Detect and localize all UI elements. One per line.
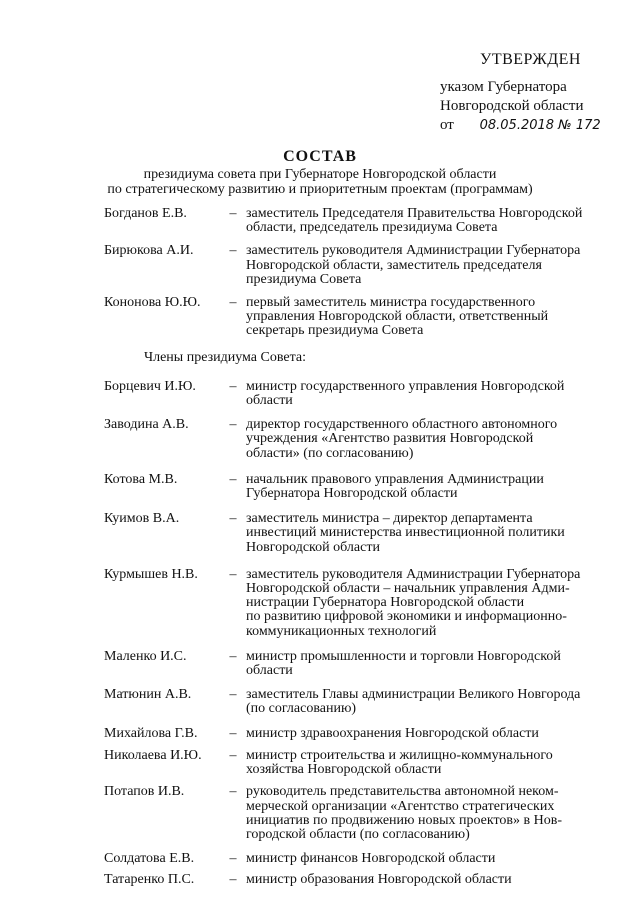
member-row [104, 473, 614, 501]
member-role: министр промышленности и торговли Новгородской области [246, 648, 561, 679]
member-role: директор государственного областного автономного учреждения «Агентство развития Новгородской области» (по согласованию) [246, 417, 558, 461]
approval-from-label: от [440, 117, 454, 133]
approval-line-1: указом Губернатора [440, 79, 567, 95]
member-row [104, 749, 614, 777]
member-name: Заводина А.В. [104, 417, 189, 433]
member-row [104, 873, 614, 887]
member-name: Кононова Ю.Ю. [104, 295, 201, 311]
member-row [104, 785, 614, 842]
member-name: Бирюкова А.И. [104, 243, 194, 259]
members-list [104, 207, 614, 895]
member-role: министр финансов Новгородской области [246, 851, 496, 867]
member-dash: – [229, 471, 237, 487]
member-row [104, 207, 614, 235]
member-row [104, 512, 614, 555]
member-role: первый заместитель министра государственного управления Новгородской области, ответственный секретарь президиума Совета [246, 295, 549, 339]
member-row [104, 650, 614, 678]
member-row [104, 380, 614, 408]
member-name: Солдатова Е.В. [104, 851, 195, 867]
member-role: руководитель представительства автономной неком- мерческой организации «Агентство стратегических инициатив по продвижению новых проектов» в Нов- городской области (по согласованию) [246, 784, 563, 842]
leadership-list [104, 207, 614, 339]
approval-block [440, 50, 630, 135]
member-name: Богданов Е.В. [104, 206, 187, 221]
member-row [104, 688, 614, 716]
member-name: Курмышев Н.В. [104, 566, 198, 582]
member-dash: – [229, 378, 237, 394]
member-dash: – [229, 687, 237, 703]
member-role: заместитель Главы администрации Великого Новгорода (по согласованию) [246, 687, 581, 717]
member-name: Татаренко П.С. [104, 872, 195, 888]
member-dash: – [229, 747, 237, 763]
document-heading: СОСТАВ [283, 148, 357, 165]
member-name: Куимов В.А. [104, 511, 180, 527]
member-dash: – [229, 243, 237, 259]
member-dash: – [229, 648, 237, 664]
member-name: Николаева И.Ю. [104, 747, 202, 763]
member-role: заместитель руководителя Администрации Губернатора Новгородской области – начальник управления Адми- нистрации Губернатора Новгородской области по развитию цифровой экономики и информационно- коммуникационных технологий [246, 566, 581, 639]
member-name: Борцевич И.Ю. [104, 378, 196, 394]
member-list [104, 380, 614, 888]
member-dash: – [229, 566, 237, 582]
member-dash: – [229, 725, 237, 741]
member-dash: – [229, 417, 237, 433]
member-row [104, 852, 614, 866]
members-caption: Члены президиума Совета: [144, 349, 306, 365]
member-name: Котова М.В. [104, 471, 178, 487]
subtitle-line-1: президиума совета при Губернаторе Новгородской области [143, 167, 497, 182]
member-row [104, 244, 614, 287]
member-row [104, 727, 614, 741]
member-dash: – [229, 784, 237, 800]
document-subtitle [0, 167, 640, 197]
member-dash: – [229, 206, 237, 221]
member-row [104, 568, 614, 639]
member-role: министр государственного управления Новгородской области [246, 378, 565, 409]
member-dash: – [229, 511, 237, 527]
member-row [104, 296, 614, 339]
approval-line-2: Новгородской области [440, 98, 584, 114]
member-role: заместитель Председателя Правительства Новгородской области, председатель президиума Совета [246, 206, 583, 236]
member-role: министр строительства и жилищно-коммунального хозяйства Новгородской области [246, 747, 553, 778]
member-role: начальник правового управления Администрации Губернатора Новгородской области [246, 471, 544, 502]
approval-date-line [440, 116, 630, 135]
member-role: министр образования Новгородской области [246, 872, 512, 888]
member-role: министр здравоохранения Новгородской области [246, 725, 539, 741]
member-dash: – [229, 851, 237, 867]
member-name: Маленко И.С. [104, 648, 187, 664]
approval-date-number: 08.05.2018 № 172 [479, 118, 601, 133]
subtitle-line-2: по стратегическому развитию и приоритетным проектам (программам) [107, 182, 533, 197]
approval-title: УТВЕРЖДЕН [480, 51, 581, 68]
member-dash: – [229, 872, 237, 888]
member-name: Михайлова Г.В. [104, 725, 198, 741]
member-row [104, 418, 614, 461]
member-role: заместитель руководителя Администрации Губернатора Новгородской области, заместитель председателя президиума Совета [246, 243, 581, 287]
member-name: Потапов И.В. [104, 784, 185, 800]
member-name: Матюнин А.В. [104, 687, 192, 703]
member-role: заместитель министра – директор департамента инвестиций министерства инвестиционной политики Новгородской области [246, 511, 565, 555]
member-dash: – [229, 295, 237, 311]
